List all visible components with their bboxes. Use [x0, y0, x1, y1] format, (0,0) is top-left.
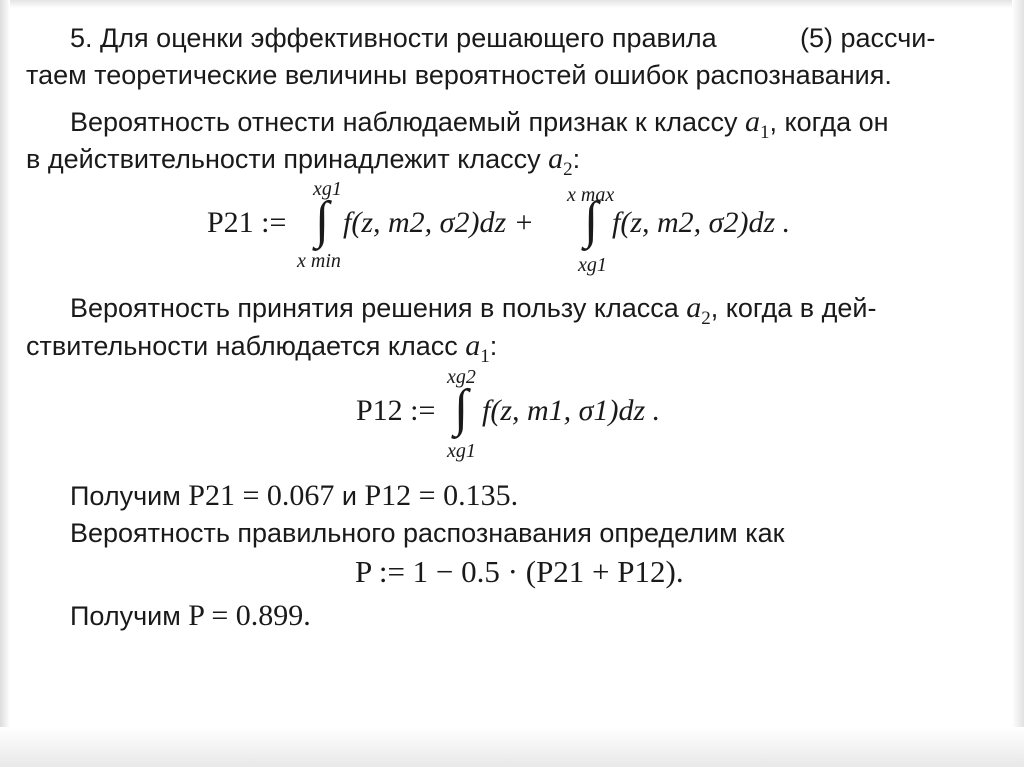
result2-p: P = 0.899. [188, 599, 311, 632]
result1 [70, 480, 518, 512]
eq1-int2-upper-limit: x max [567, 184, 615, 206]
eq2-lhs: P12 := [356, 394, 436, 427]
para2-line1-end: , когда он [769, 107, 889, 137]
para3-line1-text: Вероятность принятия решения в пользу класса [70, 293, 687, 323]
para3-line2-text: ствительности наблюдается класс [26, 331, 466, 361]
eq1-lhs: P21 := [207, 206, 287, 239]
result2 [70, 600, 311, 632]
class-var: a [548, 142, 564, 175]
para2-line2 [26, 143, 580, 179]
para1-line1 [70, 22, 717, 54]
slide-edge-left [0, 0, 10, 767]
para3-line1 [70, 292, 876, 328]
class-subscript: 1 [760, 122, 770, 143]
para2-line2-end: : [572, 144, 581, 174]
eq1-int2-body: f(z, m2, σ2)dz . [612, 206, 791, 239]
para3-line2-end: : [489, 331, 498, 361]
class-subscript: 2 [563, 159, 573, 180]
class-subscript: 1 [480, 346, 490, 367]
class-subscript: 2 [701, 308, 711, 329]
integral-sign-icon: ∫ [315, 192, 330, 249]
para3-line1-end: , когда в дей- [710, 293, 877, 323]
para3-line2 [26, 330, 497, 366]
class-var: a [745, 105, 761, 138]
result1-conj: и [334, 481, 365, 511]
eq1-int1-lower-limit: x min [297, 250, 341, 272]
slide-edge-right [1012, 0, 1024, 767]
para1-line2 [26, 59, 892, 91]
para4-line [70, 517, 784, 549]
para2-line2-text: в действительности принадлежит классу [26, 144, 549, 174]
result2-prefix: Получим [70, 601, 189, 631]
para4-text: Вероятность правильного распознавания определим как [70, 518, 785, 548]
eq2-lower-limit: xg1 [447, 440, 476, 462]
result1-p12: P12 = 0.135. [364, 479, 519, 512]
para1-line2-text: таем теоретические величины вероятностей ошибок распознавания. [26, 60, 892, 90]
class-var: a [465, 329, 481, 362]
eq1-int1-body: f(z, m2, σ2)dz + [343, 206, 534, 239]
para1-line1-text: 5. Для оценки эффективности решающего правила [70, 23, 717, 53]
result1-p21: P21 = 0.067 [188, 479, 335, 512]
class-var: a [686, 291, 702, 324]
para1-ref-text: (5) рассчи- [800, 23, 936, 53]
para1-ref [800, 22, 935, 54]
eq1-int2-lower-limit: xg1 [578, 254, 607, 276]
slide-edge-top [0, 0, 1024, 8]
integral-sign-icon: ∫ [454, 380, 469, 437]
integral-sign-icon: ∫ [584, 192, 599, 249]
eq3-expr: P := 1 − 0.5 · (P21 + P12). [355, 554, 684, 589]
eq2-upper-limit: xg2 [447, 366, 476, 388]
result1-prefix: Получим [70, 481, 189, 511]
para2-line1-text: Вероятность отнести наблюдаемый признак к классу [70, 107, 746, 137]
eq2-body: f(z, m1, σ1)dz . [482, 394, 661, 427]
eq1-int1-upper-limit: xg1 [313, 178, 342, 200]
slide-edge-bottom [0, 727, 1024, 767]
para2-line1 [70, 106, 889, 142]
